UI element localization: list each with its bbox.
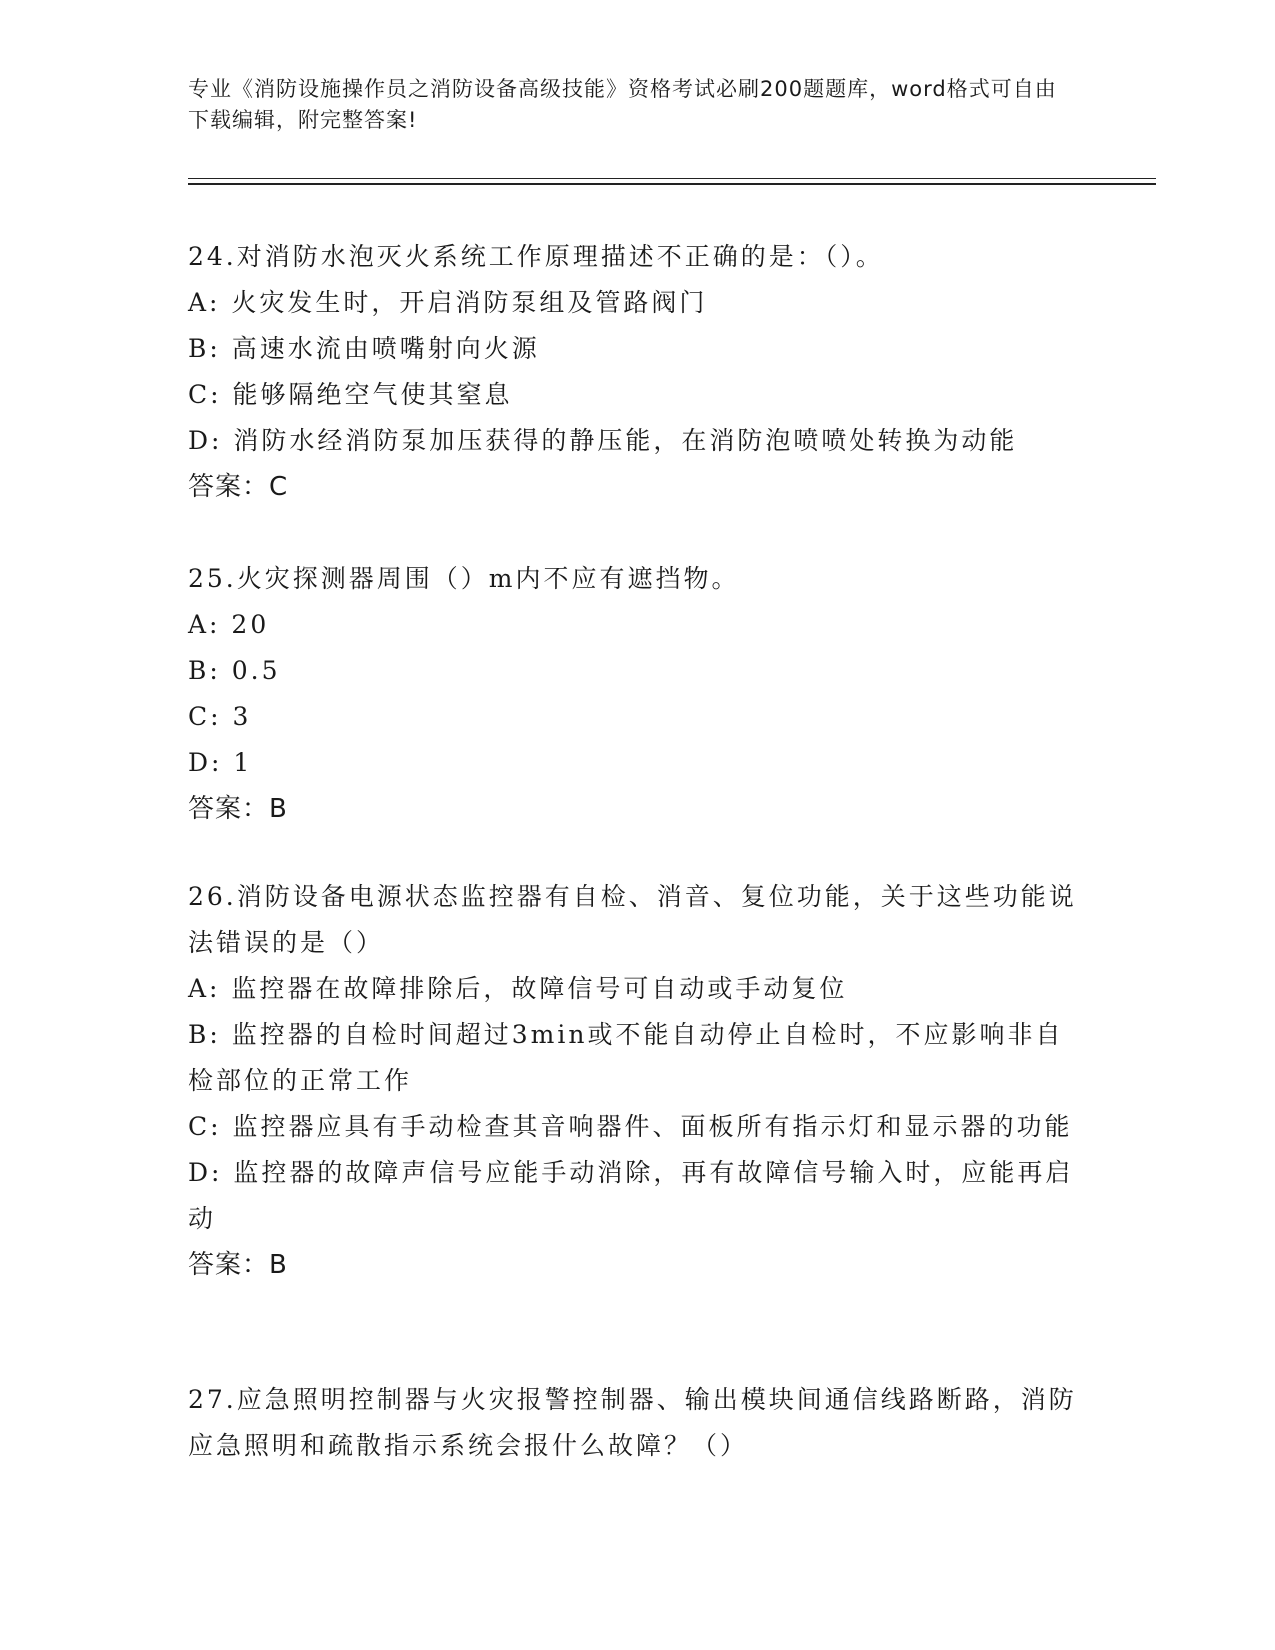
option-b: B: 高速水流由喷嘴射向火源: [188, 334, 540, 363]
question-stem: 24.对消防水泡灭火系统工作原理描述不正确的是：（）。: [188, 242, 884, 271]
option-b: B: 监控器的自检时间超过3min或不能自动停止自检时，不应影响非自检部位的正常工作: [188, 1020, 1064, 1095]
question-stem: 25.火灾探测器周围（）m内不应有遮挡物。: [188, 564, 740, 593]
option-a: A: 监控器在故障排除后，故障信号可自动或手动复位: [188, 974, 848, 1003]
option-a: A: 20: [188, 610, 270, 639]
option-d: D: 消防水经消防泵加压获得的静压能，在消防泡喷喷处转换为动能: [188, 426, 1018, 455]
option-c: C: 能够隔绝空气使其窒息: [188, 380, 513, 409]
question-24: [188, 234, 1088, 510]
option-c: C: 3: [188, 702, 252, 731]
option-d: D: 1: [188, 748, 253, 777]
document-header: 专业《消防设施操作员之消防设备高级技能》资格考试必刷200题题库，word格式可自由下载编辑，附完整答案!: [188, 77, 1057, 132]
option-b: B: 0.5: [188, 656, 281, 685]
option-a: A: 火灾发生时，开启消防泵组及管路阀门: [188, 288, 708, 317]
option-c: C: 监控器应具有手动检查其音响器件、面板所有指示灯和显示器的功能: [188, 1112, 1073, 1141]
option-d: D: 监控器的故障声信号应能手动消除，再有故障信号输入时，应能再启动: [188, 1158, 1074, 1233]
header-divider-thin: [188, 178, 1156, 179]
answer-line: 答案：B: [188, 794, 288, 824]
question-25: [188, 556, 1088, 832]
question-26: [188, 874, 1088, 1288]
answer-line: 答案：C: [188, 472, 289, 502]
question-stem: 26.消防设备电源状态监控器有自检、消音、复位功能，关于这些功能说法错误的是（）: [188, 882, 1077, 957]
question-stem: 27.应急照明控制器与火灾报警控制器、输出模块间通信线路断路，消防应急照明和疏散指示系统会报什么故障？（）: [188, 1385, 1077, 1460]
answer-line: 答案：B: [188, 1250, 288, 1280]
header-divider-thick: [188, 183, 1156, 185]
question-27: [188, 1377, 1088, 1469]
